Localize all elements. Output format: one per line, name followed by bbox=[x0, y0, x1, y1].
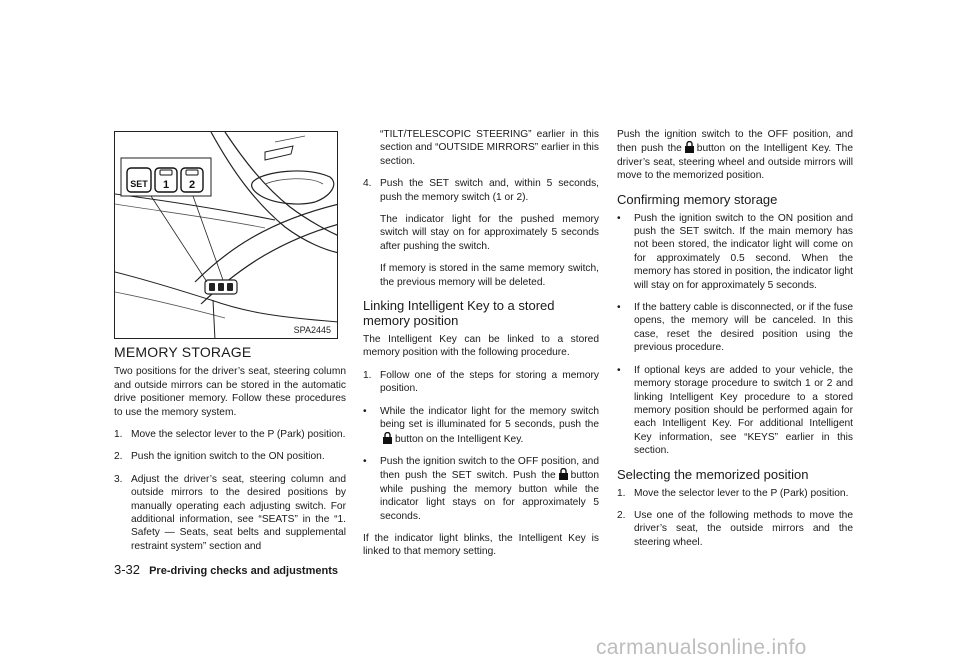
confirming-heading: Confirming memory storage bbox=[617, 191, 778, 207]
bullet-text: If the battery cable is disconnected, or if the fuse opens, the memory will be canceled. In this case, reset the desired position using the previous procedure. bbox=[634, 302, 853, 354]
list-item bbox=[363, 369, 599, 396]
page-number: 3-32 bbox=[114, 562, 141, 577]
selecting-heading: Selecting the memorized position bbox=[617, 466, 809, 482]
step-text: Follow one of the steps for storing a memory position. bbox=[380, 369, 599, 395]
list-item bbox=[114, 473, 346, 553]
step-marker: 2. bbox=[617, 509, 626, 521]
watermark: carmanualsonline.info bbox=[596, 636, 807, 659]
list-item bbox=[114, 428, 346, 441]
step-marker: 1. bbox=[363, 369, 372, 381]
memory-button-1-label: 1 bbox=[162, 179, 170, 191]
step-text: Use one of the following methods to move the driver’s seat, the outside mirrors and the steering wheel. bbox=[634, 509, 853, 548]
bullet-marker: • bbox=[617, 302, 621, 314]
list-item bbox=[617, 364, 853, 458]
step-text: Push the ignition switch to the ON position. bbox=[131, 451, 325, 463]
list-item bbox=[617, 212, 853, 292]
step-text: Push the SET switch and, within 5 seconds, push the memory switch (1 or 2). bbox=[380, 178, 599, 203]
recall-intro-post: button on the Intelligent Key. The driver’s seat, steering wheel and outside mirrors will move to the memorized position. bbox=[617, 143, 853, 182]
page-footer bbox=[114, 562, 338, 577]
memory-switch-illustration bbox=[114, 131, 338, 339]
step-marker: 1. bbox=[114, 429, 123, 441]
list-item bbox=[114, 450, 346, 463]
lock-icon bbox=[558, 468, 569, 480]
step3-continuation: “TILT/TELESCOPIC STEERING” earlier in this section and “OUTSIDE MIRRORS” earlier in this section. bbox=[380, 129, 599, 167]
recall-intro bbox=[617, 128, 853, 183]
section-title: Pre-driving checks and adjustments bbox=[149, 565, 338, 577]
bullet-text: If optional keys are added to your vehicle, the memory storage procedure to switch 1 or 2 and linking Intelligent Key procedure to a stored memory position should be performed again for each Intelligent Key. For additional Intelligent Key information, see “KEYS” earlier in this section. bbox=[634, 364, 853, 457]
bullet-text bbox=[380, 405, 599, 446]
step-text: Move the selector lever to the P (Park) position. bbox=[634, 487, 849, 499]
middle-column bbox=[363, 128, 599, 568]
bullet-text-post: button on the Intelligent Key. bbox=[395, 433, 524, 445]
step4-note: If memory is stored in the same memory switch, the previous memory will be deleted. bbox=[380, 263, 599, 288]
list-item bbox=[617, 301, 853, 355]
step4-note: The indicator light for the pushed memory switch will stay on for approximately 5 seconds after pushing the switch. bbox=[380, 214, 599, 252]
list-item bbox=[617, 487, 853, 500]
lock-icon bbox=[684, 141, 695, 153]
bullet-text-pre: Push the ignition switch to the OFF position, and then push the SET switch. Push the bbox=[380, 455, 599, 482]
list-item bbox=[617, 509, 853, 549]
list-item bbox=[363, 455, 599, 523]
list-item bbox=[363, 405, 599, 446]
step-marker: 4. bbox=[363, 178, 372, 190]
linking-key-intro: The Intelligent Key can be linked to a stored memory position with the following procedure. bbox=[363, 334, 599, 359]
door-panel-drawing bbox=[115, 132, 338, 339]
step-text: Adjust the driver’s seat, steering column and outside mirrors to the desired positions by manually operating each adjusting switch. For additional information, see “SEATS” in the “1. Safety — Seats, seat belts and supplemental restraint system” section and bbox=[131, 473, 346, 552]
linking-key-heading: Linking Intelligent Key to a stored memory position bbox=[363, 298, 555, 329]
bullet-marker: • bbox=[363, 455, 367, 467]
memory-storage-heading: MEMORY STORAGE bbox=[114, 344, 252, 360]
bullet-marker: • bbox=[363, 405, 367, 417]
step-text: Move the selector lever to the P (Park) position. bbox=[131, 429, 346, 441]
figure-code: SPA2445 bbox=[293, 325, 331, 335]
step-marker: 2. bbox=[114, 451, 123, 463]
step-marker: 3. bbox=[114, 473, 123, 485]
lock-icon bbox=[382, 432, 393, 444]
left-column bbox=[114, 346, 346, 562]
bullet-marker: • bbox=[617, 364, 621, 376]
memory-button-2-label: 2 bbox=[188, 179, 196, 191]
memory-storage-intro: Two positions for the driver’s seat, steering column and outside mirrors can be stored in the automatic drive positioner memory. Follow these procedures to use the memory system. bbox=[114, 366, 346, 418]
list-item bbox=[363, 177, 599, 204]
bullet-marker: • bbox=[617, 212, 621, 224]
recall-intro-pre: Push the ignition switch to the OFF position, and then push the bbox=[617, 129, 853, 155]
bullet-text-post: button while pushing the memory button while the indicator light stays on for approximately 5 seconds. bbox=[380, 470, 599, 522]
bullet-text-pre: While the indicator light for the memory switch being set is illuminated for 5 seconds, push the bbox=[380, 405, 599, 431]
bullet-text bbox=[380, 455, 599, 523]
bullet-text: Push the ignition switch to the ON position and push the SET switch. If the main memory has not been stored, the indicator light will come on for approximately 0.5 second. When the memory has stored in position, the indicator light will stay on for approximately 5 seconds. bbox=[634, 212, 853, 291]
step-marker: 1. bbox=[617, 487, 626, 499]
right-column bbox=[617, 128, 853, 558]
set-button-label: SET bbox=[130, 179, 148, 189]
linking-key-outro: If the indicator light blinks, the Intelligent Key is linked to that memory setting. bbox=[363, 532, 599, 558]
